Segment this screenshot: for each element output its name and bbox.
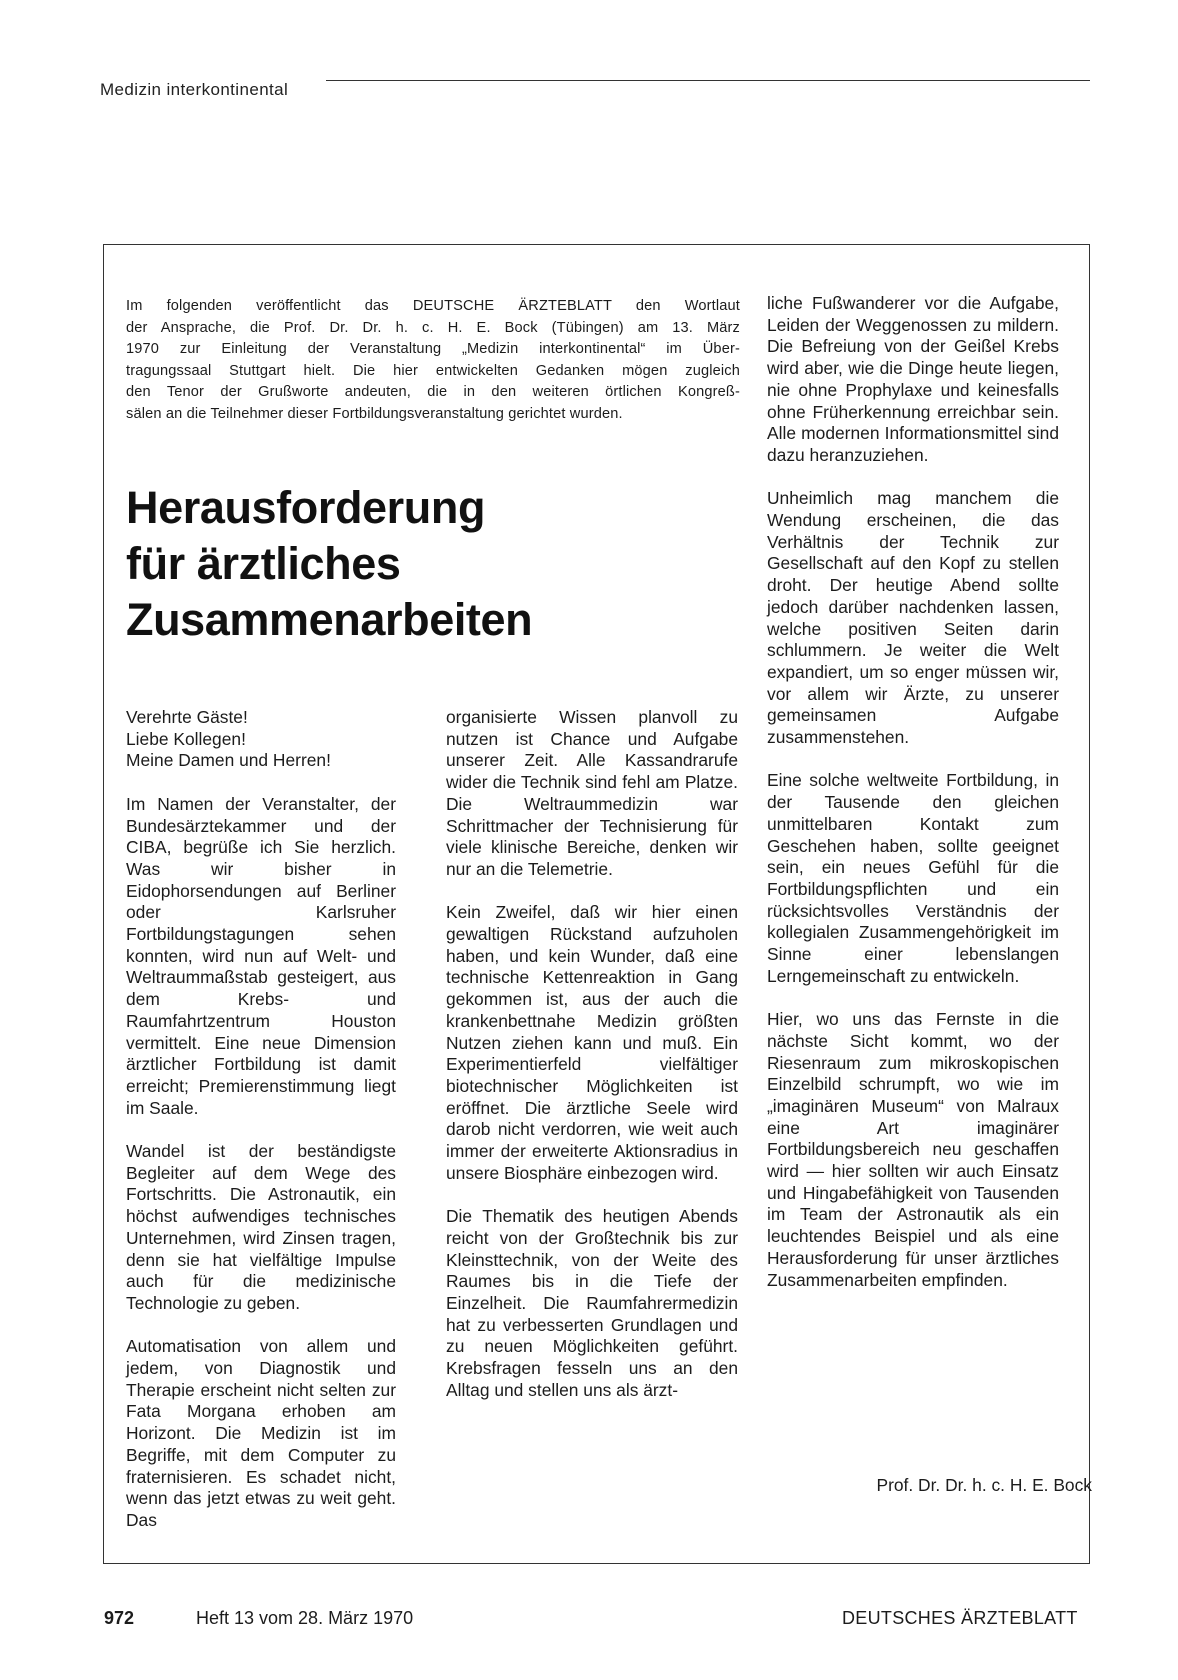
section-label: Medizin interkontinental bbox=[100, 80, 289, 99]
paragraph: Im Namen der Veranstalter, der Bundesärztekammer und der CIBA, begrüße ich Sie herzlich. Was wir bisher in Eidophorsendungen auf Berliner oder Karlsruher Fortbildungstagungen sehen konnten, wird nun auf Welt- und Weltraummaßstab gesteigert, aus dem Krebs- und Raumfahrtzentrum Houston vermittelt. Eine neue Dimension ärztlicher Fortbildung ist damit erreicht; Premierenstimmung liegt im Saale. bbox=[126, 793, 396, 1118]
header-rule bbox=[326, 80, 1090, 81]
headline-line: Herausforderung bbox=[126, 482, 486, 533]
headline-line: für ärztliches bbox=[126, 538, 401, 589]
journal-name: DEUTSCHES ÄRZTEBLATT bbox=[842, 1608, 1078, 1628]
greeting-line: Liebe Kollegen! bbox=[126, 728, 246, 749]
intro-line: tragungssaal Stuttgart hielt. Die hier entwickelten Gedanken mögen zugleich bbox=[126, 362, 740, 379]
intro-line: den Tenor der Grußworte andeuten, die in den weiteren örtlichen Kongreß- bbox=[126, 384, 740, 401]
paragraph: Hier, wo uns das Fernste in die nächste Sicht kommt, wo der Riesenraum zum mikroskopischen Einzelbild schrumpft, wo wie im „imaginären Museum“ von Malraux eine Art imaginärer Fortbildungsbereich neu geschaffen wird — hier sollten wir auch Einsatz und Hingabefähigkeit von Tausenden im Team der Astronautik als ein leuchtendes Beispiel und als eine Herausforderung für unser ärztliches Zusammenarbeiten empfinden. bbox=[767, 1009, 1059, 1290]
greeting-line: Verehrte Gäste! bbox=[126, 707, 248, 727]
paragraph: organisierte Wissen planvoll zu nutzen ist Chance und Aufgabe unserer Zeit. Alle Kassandrarufe wider die Technik sind fehl am Platze. Die Weltraummedizin war Schrittmacher der Technisierung für viele klinische Bereiche, denken wir nur an die Telemetrie. bbox=[446, 707, 738, 879]
author-signature: Prof. Dr. Dr. h. c. H. E. Bock bbox=[876, 1475, 1092, 1495]
paragraph: Wandel ist der beständigste Begleiter auf dem Wege des Fortschritts. Die Astronautik, ein höchst aufwendiges technisches Unternehmen, wird Zinsen tragen, denn sie hat vielfältige Impulse auch für die medizinische Technologie zu geben. bbox=[126, 1141, 396, 1313]
intro-box bbox=[126, 296, 740, 426]
text-column-2 bbox=[446, 707, 738, 1423]
paragraph: Unheimlich mag manchem die Wendung erscheinen, die das Verhältnis der Technik zur Gesellschaft auf den Kopf zu stellen droht. Der heutige Abend sollte jedoch darüber nachdenken lassen, welche positiven Seiten darin schlummern. Je weiter die Welt expandiert, um so enger müssen wir, vor allem wir Ärzte, zu unserer gemeinsamen Aufgabe zusammenstehen. bbox=[767, 488, 1059, 748]
article-headline bbox=[126, 480, 726, 648]
intro-line: sälen an die Teilnehmer dieser Fortbildungsveranstaltung gerichtet wurden. bbox=[126, 405, 623, 422]
intro-line: Im folgenden veröffentlicht das DEUTSCHE ÄRZTEBLATT den Wortlaut bbox=[126, 298, 740, 314]
paragraph: Eine solche weltweite Fortbildung, in der Tausende den gleichen unmittelbaren Kontakt zum Geschehen haben, sollte geeignet sein, ein neues Gefühl für die Fortbildungspflichten und ein rücksichtsvolles Verständnis der kollegialen Zusammengehörigkeit im Sinne einer lebenslangen Lerngemeinschaft zu entwickeln. bbox=[767, 770, 1059, 986]
greeting-line: Meine Damen und Herren! bbox=[126, 750, 331, 771]
intro-line: 1970 zur Einleitung der Veranstaltung „Medizin interkontinental“ im Über- bbox=[126, 341, 740, 358]
text-column-1 bbox=[126, 707, 396, 1553]
paragraph: Automatisation von allem und jedem, von Diagnostik und Therapie erscheint nicht selten zur Fata Morgana erhoben am Horizont. Die Medizin ist im Begriffe, mit dem Computer zu fraternisieren. Es schadet nicht, wenn das jetzt etwas zu weit geht. Das bbox=[126, 1336, 396, 1530]
page-number: 972 bbox=[104, 1608, 135, 1628]
paragraph: Kein Zweifel, daß wir hier einen gewaltigen Rückstand aufzuholen haben, und kein Wunder, daß eine technische Kettenreaktion in Gang gekommen ist, aus der auch die krankenbettnahe Medizin größten Nutzen ziehen kann und muß. Ein Experimentierfeld vielfältiger biotechnischer Möglichkeiten ist eröffnet. Die ärztliche Seele wird darob nicht verdorren, wie weit auch immer der erweiterte Aktionsradius in unsere Biosphäre einbezogen wird. bbox=[446, 902, 738, 1183]
text-column-3 bbox=[767, 293, 1059, 1313]
issue-info: Heft 13 vom 28. März 1970 bbox=[196, 1608, 414, 1628]
headline-line: Zusammenarbeiten bbox=[126, 594, 533, 645]
greeting bbox=[126, 707, 396, 772]
paragraph: Die Thematik des heutigen Abends reicht von der Großtechnik bis zur Kleinsttechnik, von der Weite des Raumes bis in die Tiefe der Einzelheit. Die Raumfahrermedizin hat zu verbesserten Grundlagen und zu neuen Möglichkeiten geführt. Krebsfragen fesseln uns an den Alltag und stellen uns als ärzt- bbox=[446, 1206, 738, 1400]
paragraph: liche Fußwanderer vor die Aufgabe, Leiden der Weggenossen zu mildern. Die Befreiung von der Geißel Krebs wird aber, wie die Dinge heute liegen, nie ohne Prophylaxe und keinesfalls ohne Früherkennung erreichbar sein. Alle modernen Informationsmittel sind dazu heranzuziehen. bbox=[767, 293, 1059, 465]
intro-line: der Ansprache, die Prof. Dr. Dr. h. c. H. E. Bock (Tübingen) am 13. März bbox=[126, 319, 740, 336]
